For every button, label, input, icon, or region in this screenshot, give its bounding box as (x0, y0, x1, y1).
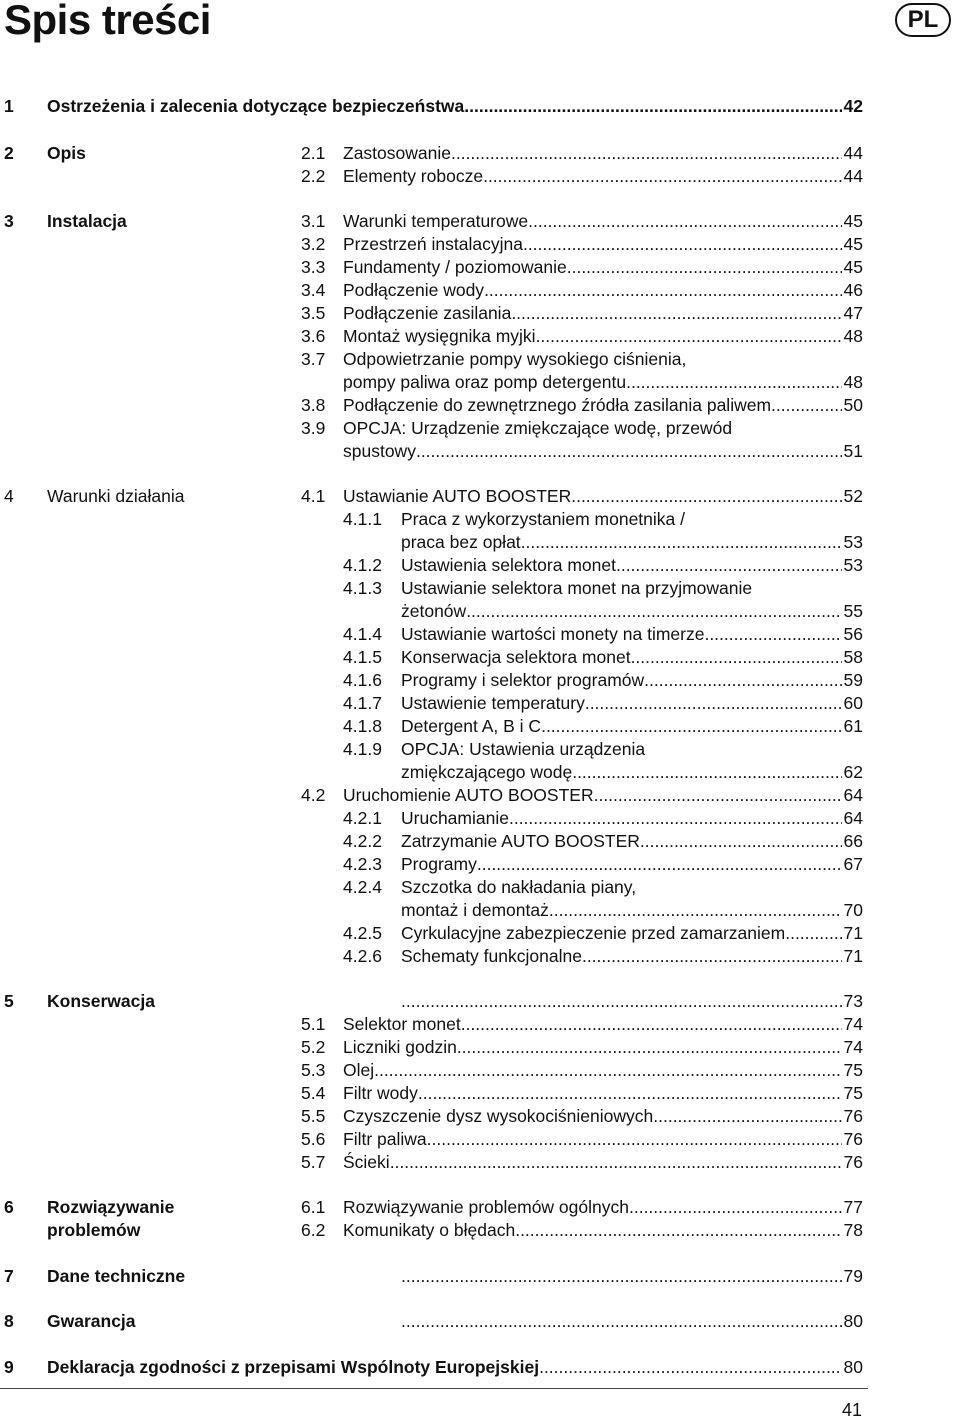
toc-entry-number: 4.1.5 (343, 647, 382, 667)
toc-entry-page: 48 (843, 326, 863, 346)
section-number: 4 (4, 486, 14, 506)
toc-entry[interactable] (401, 624, 863, 644)
section-number: 2 (4, 143, 14, 163)
toc-entry-page: 64 (843, 785, 863, 805)
toc-entry-number: 3.6 (301, 326, 326, 346)
toc-entry-page: 50 (843, 395, 863, 415)
section-title: Instalacja (47, 211, 127, 231)
toc-entry-number: 6.2 (301, 1220, 326, 1240)
toc-entry[interactable] (47, 96, 863, 116)
toc-entry[interactable] (401, 670, 863, 690)
toc-entry[interactable] (343, 143, 863, 163)
toc-entry[interactable] (401, 693, 863, 713)
toc-entry-page: 76 (843, 1152, 863, 1172)
section-title: Warunki działania (47, 486, 185, 506)
toc-entry[interactable] (401, 900, 863, 920)
toc-entry[interactable] (401, 831, 863, 851)
section-title: Gwarancja (47, 1311, 136, 1331)
toc-entry[interactable] (343, 234, 863, 254)
toc-entry-page: 45 (843, 257, 863, 277)
toc-entry-title: Warunki temperaturowe (343, 211, 529, 231)
toc-entry-page: 47 (843, 303, 863, 323)
toc-entry[interactable] (401, 1311, 863, 1331)
toc-entry[interactable] (343, 1129, 863, 1149)
page-number: 41 (842, 1400, 863, 1420)
toc-entry-page: 51 (843, 441, 863, 461)
toc-entry-title: Liczniki godzin (343, 1037, 457, 1057)
toc-entry[interactable] (343, 166, 863, 186)
toc-entry-title: Olej (343, 1060, 375, 1080)
toc-entry-number: 3.5 (301, 303, 326, 323)
toc-entry-page: 62 (843, 762, 863, 782)
toc-entry-title-cont: pompy paliwa oraz pomp detergentu (343, 372, 627, 392)
toc-entry-page: 80 (843, 1311, 863, 1331)
toc-entry-title: Filtr paliwa (343, 1129, 427, 1149)
toc-entry-number: 4.1.7 (343, 693, 382, 713)
toc-entry-number: 4.1.3 (343, 578, 382, 598)
toc-entry-number: 3.2 (301, 234, 326, 254)
toc-entry-title-cont: spustowy (343, 441, 416, 461)
toc-entry-page: 53 (843, 532, 863, 552)
toc-entry-page: 66 (843, 831, 863, 851)
toc-entry-page: 67 (843, 854, 863, 874)
toc-entry-page: 59 (843, 670, 863, 690)
section-title: Opis (47, 143, 86, 163)
toc-entry-title: Schematy funkcjonalne (401, 946, 582, 966)
toc-entry-title: Fundamenty / poziomowanie (343, 257, 567, 277)
toc-entry-page: 70 (843, 900, 863, 920)
toc-entry-title: Selektor monet (343, 1014, 461, 1034)
toc-entry[interactable] (401, 762, 863, 782)
toc-entry-number: 5.5 (301, 1106, 326, 1126)
toc-entry[interactable] (401, 1266, 863, 1286)
toc-entry-number: 4.1.1 (343, 509, 382, 529)
toc-entry-page: 45 (843, 234, 863, 254)
toc-entry-page: 74 (843, 1014, 863, 1034)
toc-entry-number: 3.9 (301, 418, 326, 438)
toc-entry[interactable] (343, 785, 863, 805)
toc-entry-page: 55 (843, 601, 863, 621)
toc-entry[interactable] (343, 1197, 863, 1217)
toc-entry-number: 3.7 (301, 349, 326, 369)
toc-entry-page: 58 (843, 647, 863, 667)
toc-entry-title: Cyrkulacyjne zabezpieczenie przed zamarzaniem (401, 923, 786, 943)
toc-entry-number: 5.2 (301, 1037, 326, 1057)
toc-entry[interactable] (343, 372, 863, 392)
toc-entry[interactable] (343, 257, 863, 277)
toc-entry-number: 5.7 (301, 1152, 326, 1172)
toc-entry[interactable] (343, 211, 863, 231)
toc-entry-number: 3.4 (301, 280, 326, 300)
toc-entry-title: Podłączenie wody (343, 280, 485, 300)
toc-entry[interactable] (401, 808, 863, 828)
toc-entry-number: 4.1.8 (343, 716, 382, 736)
section-number: 5 (4, 991, 14, 1011)
toc-entry-title-cont: praca bez opłat (401, 532, 521, 552)
toc-entry-number: 4.2.1 (343, 808, 382, 828)
toc-entry-title: Zastosowanie (343, 143, 451, 163)
toc-entry-title: Deklaracja zgodności z przepisami Wspólnoty Europejskiej (47, 1357, 540, 1377)
toc-entry-number: 2.1 (301, 143, 326, 163)
toc-entry-page: 76 (843, 1106, 863, 1126)
toc-entry-title: Montaż wysięgnika myjki (343, 326, 536, 346)
toc-entry-title: Ustawienia selektora monet (401, 555, 616, 575)
toc-entry-title: Ścieki (343, 1152, 390, 1172)
toc-entry-page: 61 (843, 716, 863, 736)
toc-entry-title: Przestrzeń instalacyjna (343, 234, 523, 254)
toc-entry-number: 3.1 (301, 211, 326, 231)
toc-entry-number: 4.2.6 (343, 946, 382, 966)
toc-entry-page: 79 (843, 1266, 863, 1286)
section-number: 3 (4, 211, 14, 231)
toc-entry[interactable] (343, 441, 863, 461)
toc-entry-number: 4.2 (301, 785, 326, 805)
section-title: Konserwacja (47, 991, 155, 1011)
toc-entry-title: Zatrzymanie AUTO BOOSTER (401, 831, 640, 851)
toc-entry-title: Konserwacja selektora monet (401, 647, 631, 667)
toc-entry-page: 71 (843, 946, 863, 966)
toc-entry-title: Podłączenie do zewnętrznego źródła zasilania paliwem (343, 395, 772, 415)
toc-entry-page: 44 (843, 166, 863, 186)
toc-entry[interactable] (401, 532, 863, 552)
toc-entry[interactable] (401, 923, 863, 943)
toc-entry-number: 3.8 (301, 395, 326, 415)
toc-entry-number: 3.3 (301, 257, 326, 277)
toc-entry[interactable] (343, 1060, 863, 1080)
toc-entry-title: Ustawianie wartości monety na timerze (401, 624, 705, 644)
toc-entry-page: 46 (843, 280, 863, 300)
toc-entry[interactable] (47, 1357, 863, 1377)
toc-entry-page: 78 (843, 1220, 863, 1240)
toc-entry-title: Uruchomienie AUTO BOOSTER (343, 785, 594, 805)
toc-entry-number: 4.1.6 (343, 670, 382, 690)
footer-divider (0, 1388, 868, 1389)
toc-entry-page: 44 (843, 143, 863, 163)
toc-entry-title: Elementy robocze (343, 166, 484, 186)
toc-entry-number: 4.2.5 (343, 923, 382, 943)
toc-entry-page: 53 (843, 555, 863, 575)
toc-entry-number: 4.1.4 (343, 624, 382, 644)
toc-entry-title-cont: zmiękczającego wodę (401, 762, 573, 782)
toc-entry-title: Ustawienie temperatury (401, 693, 585, 713)
toc-entry-number: 4.2.3 (343, 854, 382, 874)
section-title: Rozwiązywanie (47, 1197, 175, 1217)
toc-entry-number: 4.1 (301, 486, 326, 506)
toc-entry-page: 71 (843, 923, 863, 943)
toc-entry-page: 60 (843, 693, 863, 713)
toc-entry-title-cont: żetonów (401, 601, 467, 621)
toc-entry[interactable] (343, 326, 863, 346)
toc-entry[interactable] (343, 1220, 863, 1240)
toc-entry-title: Ustawianie AUTO BOOSTER (343, 486, 572, 506)
toc-entry-title: Praca z wykorzystaniem monetnika / (401, 509, 685, 529)
toc-entry-title: Komunikaty o błędach (343, 1220, 516, 1240)
toc-entry[interactable] (343, 303, 863, 323)
toc-entry-number: 5.4 (301, 1083, 326, 1103)
toc-entry-page: 48 (843, 372, 863, 392)
toc-entry[interactable] (401, 716, 863, 736)
section-number: 8 (4, 1311, 14, 1331)
section-number: 7 (4, 1266, 14, 1286)
toc-entry-page: 75 (843, 1060, 863, 1080)
language-badge: PL (895, 3, 951, 37)
toc-entry[interactable] (401, 647, 863, 667)
toc-entry-title: Detergent A, B i C (401, 716, 542, 736)
toc-entry[interactable] (343, 1106, 863, 1126)
toc-entry-title: OPCJA: Urządzenie zmiękczające wodę, przewód (343, 418, 733, 438)
toc-entry[interactable] (401, 946, 863, 966)
section-title: Dane techniczne (47, 1266, 186, 1286)
toc-entry-page: 75 (843, 1083, 863, 1103)
toc-entry[interactable] (343, 486, 863, 506)
toc-entry-number: 6.1 (301, 1197, 326, 1217)
toc-entry-title: Rozwiązywanie problemów ogólnych (343, 1197, 629, 1217)
toc-entry-number: 5.1 (301, 1014, 326, 1034)
toc-entry-page: 64 (843, 808, 863, 828)
toc-entry-page: 56 (843, 624, 863, 644)
toc-entry-page: 42 (843, 96, 863, 116)
toc-entry-number: 5.3 (301, 1060, 326, 1080)
toc-entry-page: 73 (843, 991, 863, 1011)
toc-entry[interactable] (401, 555, 863, 575)
toc-entry-page: 77 (843, 1197, 863, 1217)
toc-entry[interactable] (343, 1083, 863, 1103)
toc-entry[interactable] (401, 991, 863, 1011)
toc-entry[interactable] (401, 854, 863, 874)
section-number: 1 (4, 96, 14, 116)
toc-entry-title: Czyszczenie dysz wysokociśnieniowych (343, 1106, 654, 1126)
toc-entry-page: 80 (843, 1357, 863, 1377)
toc-entry-title: Uruchamianie (401, 808, 509, 828)
toc-entry-page: 52 (843, 486, 863, 506)
toc-entry-title: Filtr wody (343, 1083, 418, 1103)
toc-entry[interactable] (343, 280, 863, 300)
toc-entry-number: 4.2.2 (343, 831, 382, 851)
toc-entry-title: Programy (401, 854, 477, 874)
toc-entry-title: Odpowietrzanie pompy wysokiego ciśnienia, (343, 349, 687, 369)
section-number: 9 (4, 1357, 14, 1377)
toc-entry-number: 4.1.9 (343, 739, 382, 759)
toc-entry-number: 2.2 (301, 166, 326, 186)
toc-entry-page: 76 (843, 1129, 863, 1149)
section-number: 6 (4, 1197, 14, 1217)
toc-entry-title: Ustawianie selektora monet na przyjmowanie (401, 578, 753, 598)
toc-entry[interactable] (343, 1014, 863, 1034)
page-title: Spis treści (4, 0, 211, 43)
toc-entry-title: OPCJA: Ustawienia urządzenia (401, 739, 646, 759)
toc-entry[interactable] (343, 1152, 863, 1172)
toc-entry-title-cont: montaż i demontaż (401, 900, 549, 920)
toc-entry-number: 4.2.4 (343, 877, 382, 897)
toc-entry-title: Programy i selektor programów (401, 670, 645, 690)
toc-entry-page: 74 (843, 1037, 863, 1057)
toc-entry-title: Podłączenie zasilania (343, 303, 512, 323)
toc-entry[interactable] (343, 395, 863, 415)
toc-entry[interactable] (343, 1037, 863, 1057)
toc-entry[interactable] (401, 601, 863, 621)
toc-entry-title: Szczotka do nakładania piany, (401, 877, 637, 897)
toc-entry-number: 5.6 (301, 1129, 326, 1149)
section-title-cont: problemów (47, 1220, 141, 1240)
toc-entry-title: Ostrzeżenia i zalecenia dotyczące bezpieczeństwa (47, 96, 465, 116)
toc-entry-number: 4.1.2 (343, 555, 382, 575)
toc-entry-page: 45 (843, 211, 863, 231)
